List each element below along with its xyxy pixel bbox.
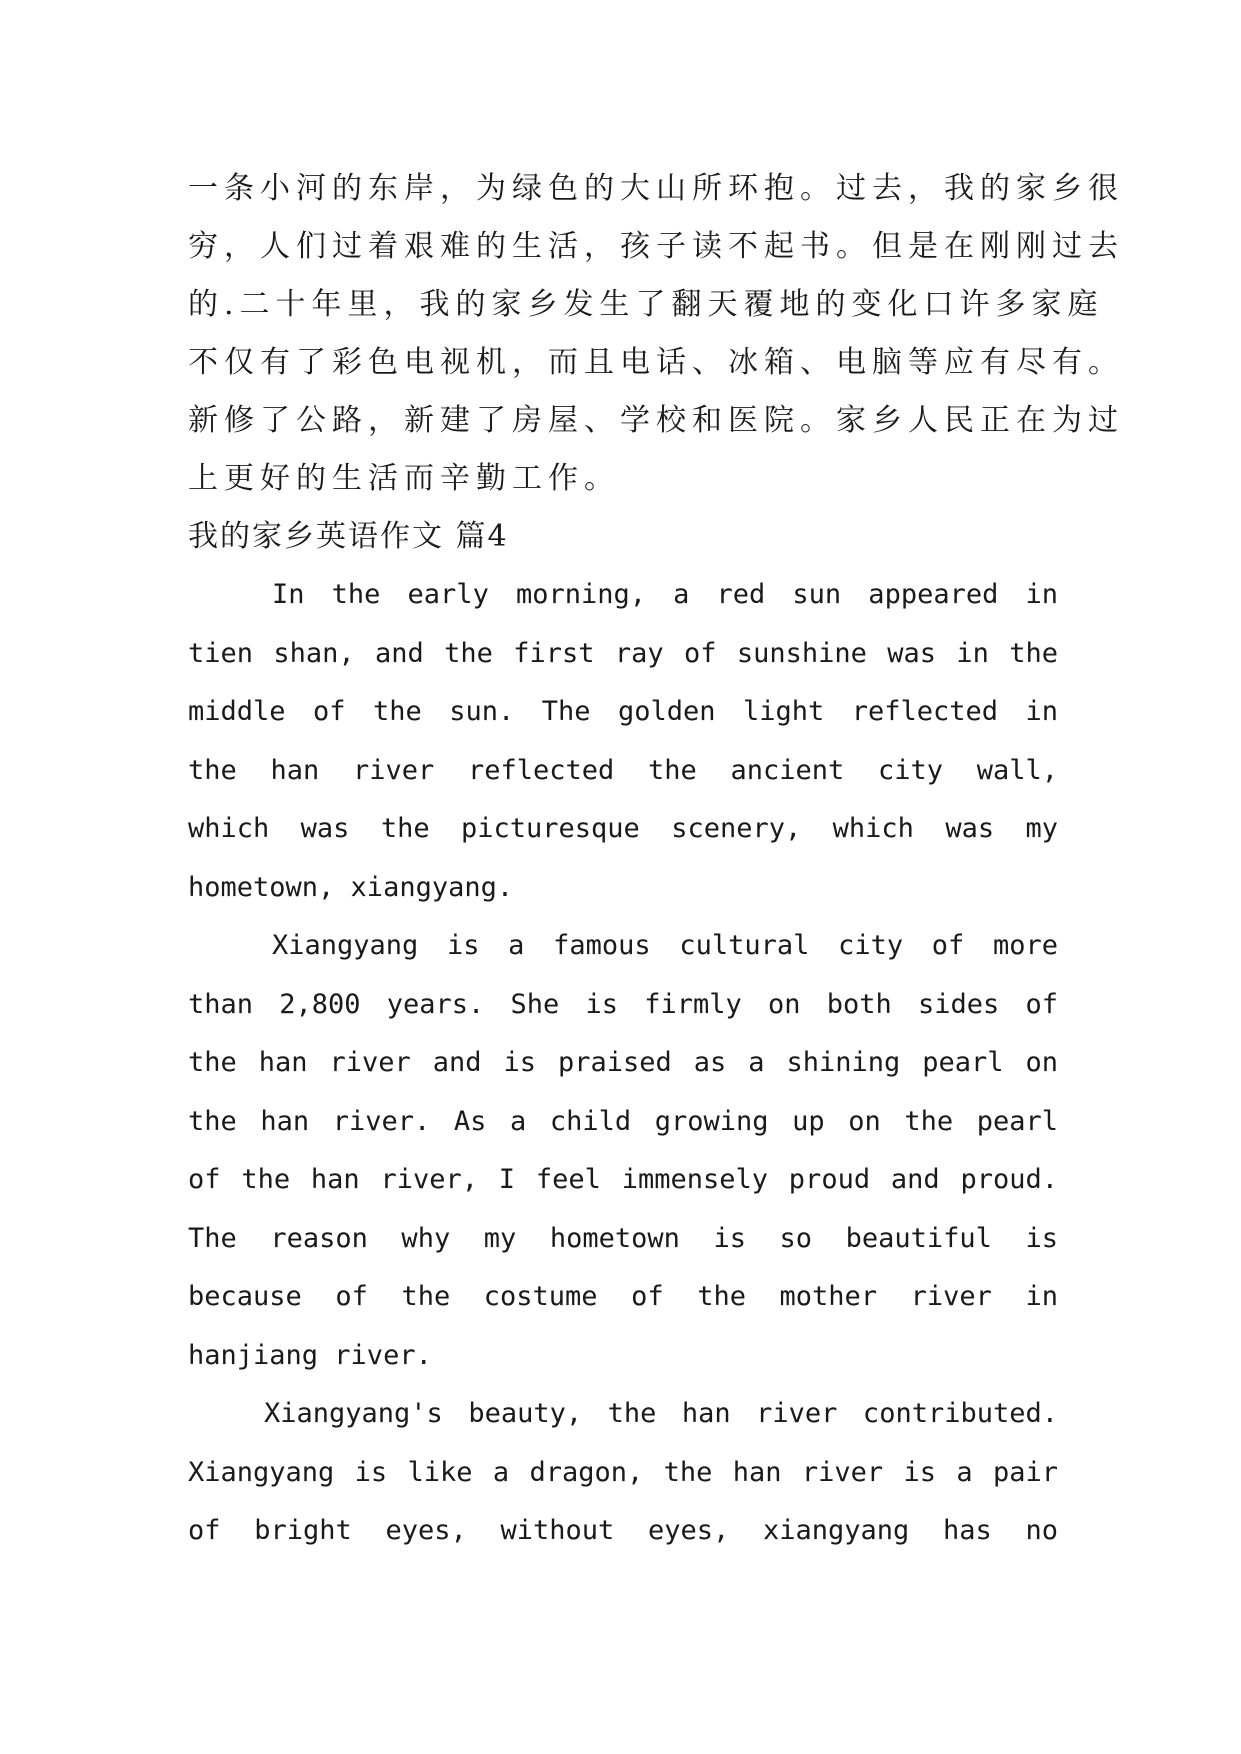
- text-line: 穷，人们过着艰难的生活，孩子读不起书。但是在刚刚过去: [188, 229, 1124, 264]
- text-line: Xiangyang is like a dragon, the han river is a pair: [188, 1456, 1058, 1488]
- text-line: The reason why my hometown is so beautiful is: [188, 1222, 1058, 1254]
- english-paragraph-3: [188, 1385, 1058, 1561]
- text-line: hanjiang river.: [188, 1339, 432, 1371]
- text-line: hometown, xiangyang.: [188, 871, 514, 903]
- document-body: [188, 160, 1124, 1561]
- text-line: 一条小河的东岸，为绿色的大山所环抱。过去，我的家乡很: [188, 171, 1124, 206]
- text-line: middle of the sun. The golden light reflected in: [188, 696, 1058, 727]
- text-line: tien shan, and the first ray of sunshine was in the: [188, 637, 1058, 669]
- text-line: than 2,800 years. She is firmly on both sides of: [188, 988, 1058, 1020]
- text-line: Xiangyang's beauty, the han river contributed.: [264, 1398, 1058, 1429]
- text-line: 上更好的生活而辛勤工作。: [188, 461, 620, 496]
- english-paragraph-2: [188, 917, 1058, 1385]
- text-line: because of the costume of the mother river in: [188, 1281, 1058, 1312]
- text-line: the han river and is praised as a shining pearl on: [188, 1047, 1058, 1078]
- text-line: of bright eyes, without eyes, xiangyang has no: [188, 1515, 1058, 1546]
- text-line: 不仅有了彩色电视机，而且电话、冰箱、电脑等应有尽有。: [188, 345, 1124, 380]
- text-line: the han river reflected the ancient city wall,: [188, 754, 1058, 786]
- text-line: 的.二十年里，我的家乡发生了翻天覆地的变化口许多家庭: [188, 287, 1104, 322]
- english-paragraph-1: [188, 566, 1058, 917]
- text-line: Xiangyang is a famous cultural city of more: [272, 930, 1058, 961]
- text-line: which was the picturesque scenery, which was my: [188, 813, 1058, 844]
- text-line: 新修了公路，新建了房屋、学校和医院。家乡人民正在为过: [188, 403, 1124, 438]
- section-heading: 我的家乡英语作文 篇4: [188, 519, 509, 554]
- chinese-paragraph: [188, 160, 1124, 508]
- text-line: of the han river, I feel immensely proud and proud.: [188, 1164, 1058, 1195]
- text-line: In the early morning, a red sun appeared in: [272, 579, 1058, 610]
- text-line: the han river. As a child growing up on the pearl: [188, 1105, 1058, 1137]
